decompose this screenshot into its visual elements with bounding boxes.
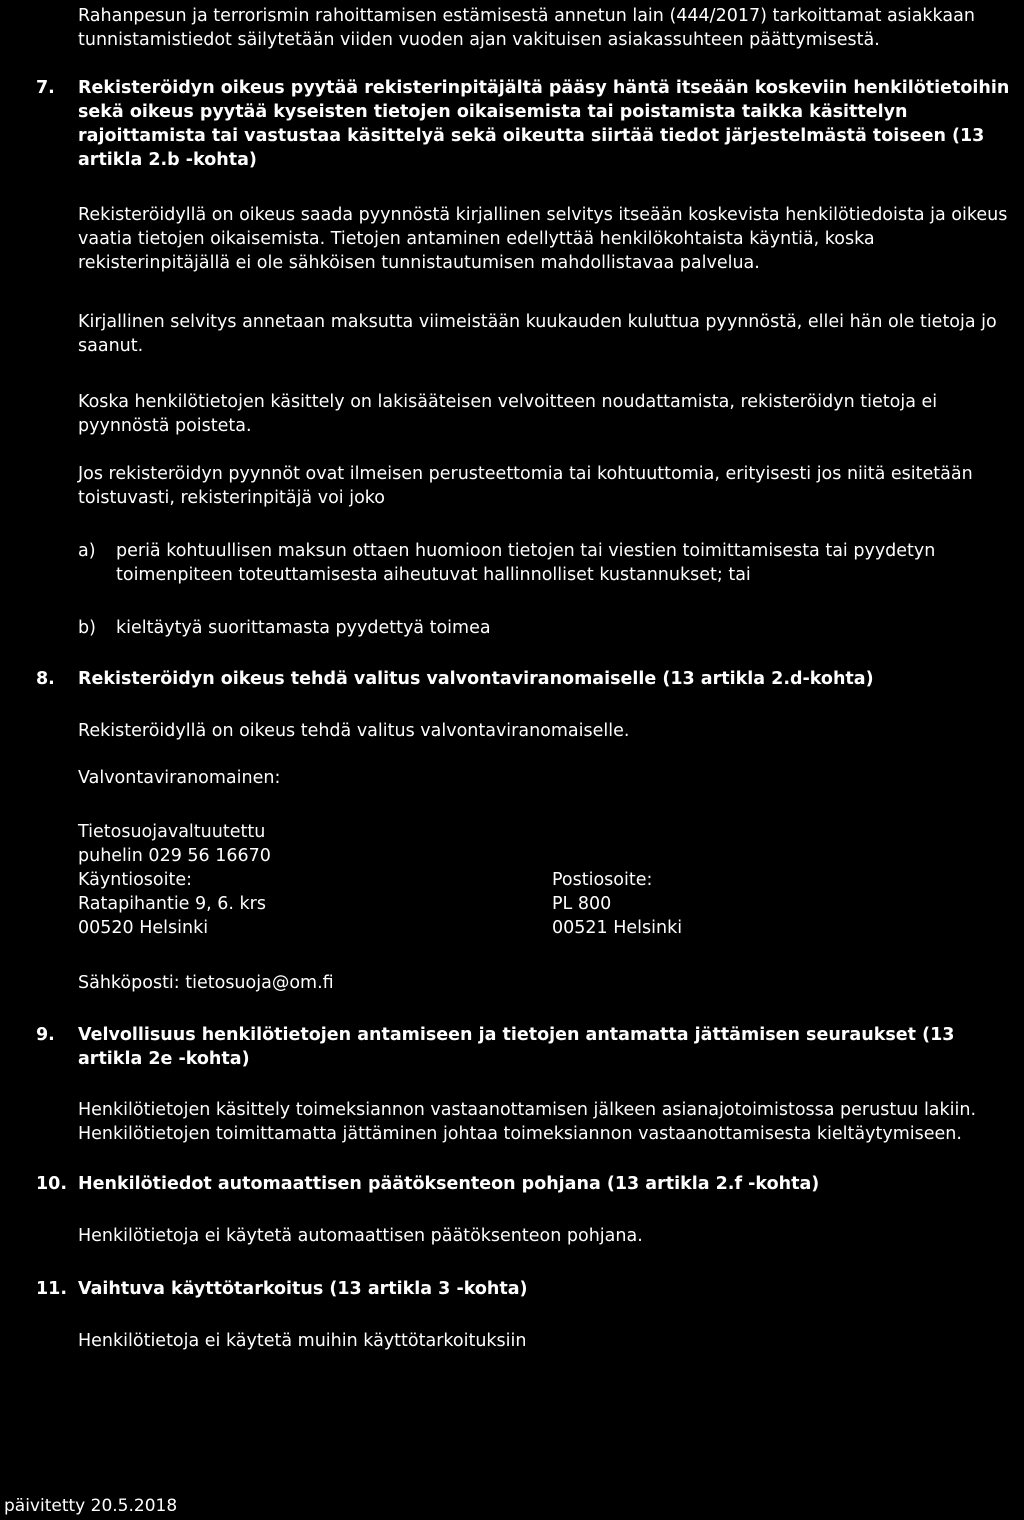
authority-phone: puhelin 029 56 16670	[78, 846, 271, 866]
list-item-b	[78, 616, 1022, 640]
section-8-paragraph-1: Rekisteröidyllä on oikeus tehdä valitus valvontaviranomaiselle.	[78, 721, 630, 741]
visit-city: 00520 Helsinki	[78, 918, 209, 938]
section-title: Henkilötiedot automaattisen päätöksenteon pohjana (13 artikla 2.f -kohta)	[78, 1174, 820, 1194]
authority-email: Sähköposti: tietosuoja@om.fi	[78, 973, 334, 993]
section-number: 11.	[36, 1279, 68, 1299]
postal-box: PL 800	[552, 894, 612, 914]
section-9-heading	[36, 1023, 1022, 1071]
list-text: kieltäytyä suorittamasta pyydettyä toimea	[116, 618, 491, 638]
section-number: 8.	[36, 669, 55, 689]
intro-paragraph: Rahanpesun ja terrorismin rahoittamisen estämisestä annetun lain (444/2017) tarkoittamat asiakkaan tunnistamistiedot säilytetään viiden vuoden ajan vakituisen asiakassuhteen päättymisestä.	[78, 6, 975, 50]
authority-address	[78, 820, 778, 940]
section-8-heading	[36, 667, 1022, 691]
section-title: Rekisteröidyn oikeus tehdä valitus valvontaviranomaiselle (13 artikla 2.d-kohta)	[78, 669, 874, 689]
postal-address-label: Postiosoite:	[552, 870, 653, 890]
section-10-heading	[36, 1172, 1022, 1196]
authority-name: Tietosuojavaltuutettu	[78, 822, 266, 842]
section-11-heading	[36, 1277, 1022, 1301]
section-number: 10.	[36, 1174, 68, 1194]
list-marker: b)	[78, 618, 96, 638]
visit-street: Ratapihantie 9, 6. krs	[78, 894, 266, 914]
section-10-paragraph-1: Henkilötietoja ei käytetä automaattisen päätöksenteon pohjana.	[78, 1226, 643, 1246]
list-item-a	[78, 539, 1022, 587]
section-title: Rekisteröidyn oikeus pyytää rekisterinpitäjältä pääsy häntä itseään koskeviin henkilötietoihin sekä oikeus pyytää kyseisten tietojen oikaisemista tai poistamista taikka käsittelyn rajoittamista tai vastustaa käsittelyä sekä oikeutta siirtää tiedot järjestelmästä toiseen (13 artikla 2.b -kohta)	[78, 78, 1010, 170]
section-number: 9.	[36, 1025, 55, 1045]
section-7-paragraph-3: Koska henkilötietojen käsittely on lakisääteisen velvoitteen noudattamista, rekisteröidyn tietoja ei pyynnöstä poisteta.	[78, 392, 938, 436]
authority-label: Valvontaviranomainen:	[78, 768, 281, 788]
postal-city: 00521 Helsinki	[552, 918, 683, 938]
updated-date: päivitetty 20.5.2018	[4, 1496, 178, 1516]
section-title: Velvollisuus henkilötietojen antamiseen ja tietojen antamatta jättämisen seuraukset (13 artikla 2e -kohta)	[78, 1025, 955, 1069]
section-7-paragraph-2: Kirjallinen selvitys annetaan maksutta viimeistään kuukauden kuluttua pyynnöstä, ellei hän ole tietoja jo saanut.	[78, 312, 997, 356]
section-title: Vaihtuva käyttötarkoitus (13 artikla 3 -kohta)	[78, 1279, 528, 1299]
visit-address-label: Käyntiosoite:	[78, 870, 192, 890]
section-7-paragraph-1: Rekisteröidyllä on oikeus saada pyynnöstä kirjallinen selvitys itseään koskevista henkilötiedoista ja oikeus vaatia tietojen oikaisemista. Tietojen antaminen edellyttää henkilökohtaista käyntiä, koska rekisterinpitäjällä ei ole sähköisen tunnistautumisen mahdollistavaa palvelua.	[78, 205, 1008, 273]
section-11-paragraph-1: Henkilötietoja ei käytetä muihin käyttötarkoituksiin	[78, 1331, 527, 1351]
section-7-paragraph-4: Jos rekisteröidyn pyynnöt ovat ilmeisen perusteettomia tai kohtuuttomia, erityisesti jos niitä esitetään toistuvasti, rekisterinpitäjä voi joko	[78, 464, 973, 508]
section-number: 7.	[36, 78, 55, 98]
list-marker: a)	[78, 541, 96, 561]
list-text: periä kohtuullisen maksun ottaen huomioon tietojen tai viestien toimittamisesta tai pyydetyn toimenpiteen toteuttamisesta aiheutuvat hallinnolliset kustannukset; tai	[116, 541, 936, 585]
section-7-heading	[36, 76, 1022, 172]
section-9-paragraph-1: Henkilötietojen käsittely toimeksiannon vastaanottamisen jälkeen asianajotoimistossa perustuu lakiin. Henkilötietojen toimittamatta jättäminen johtaa toimeksiannon vastaanottamisesta kieltäytymiseen.	[78, 1100, 977, 1144]
